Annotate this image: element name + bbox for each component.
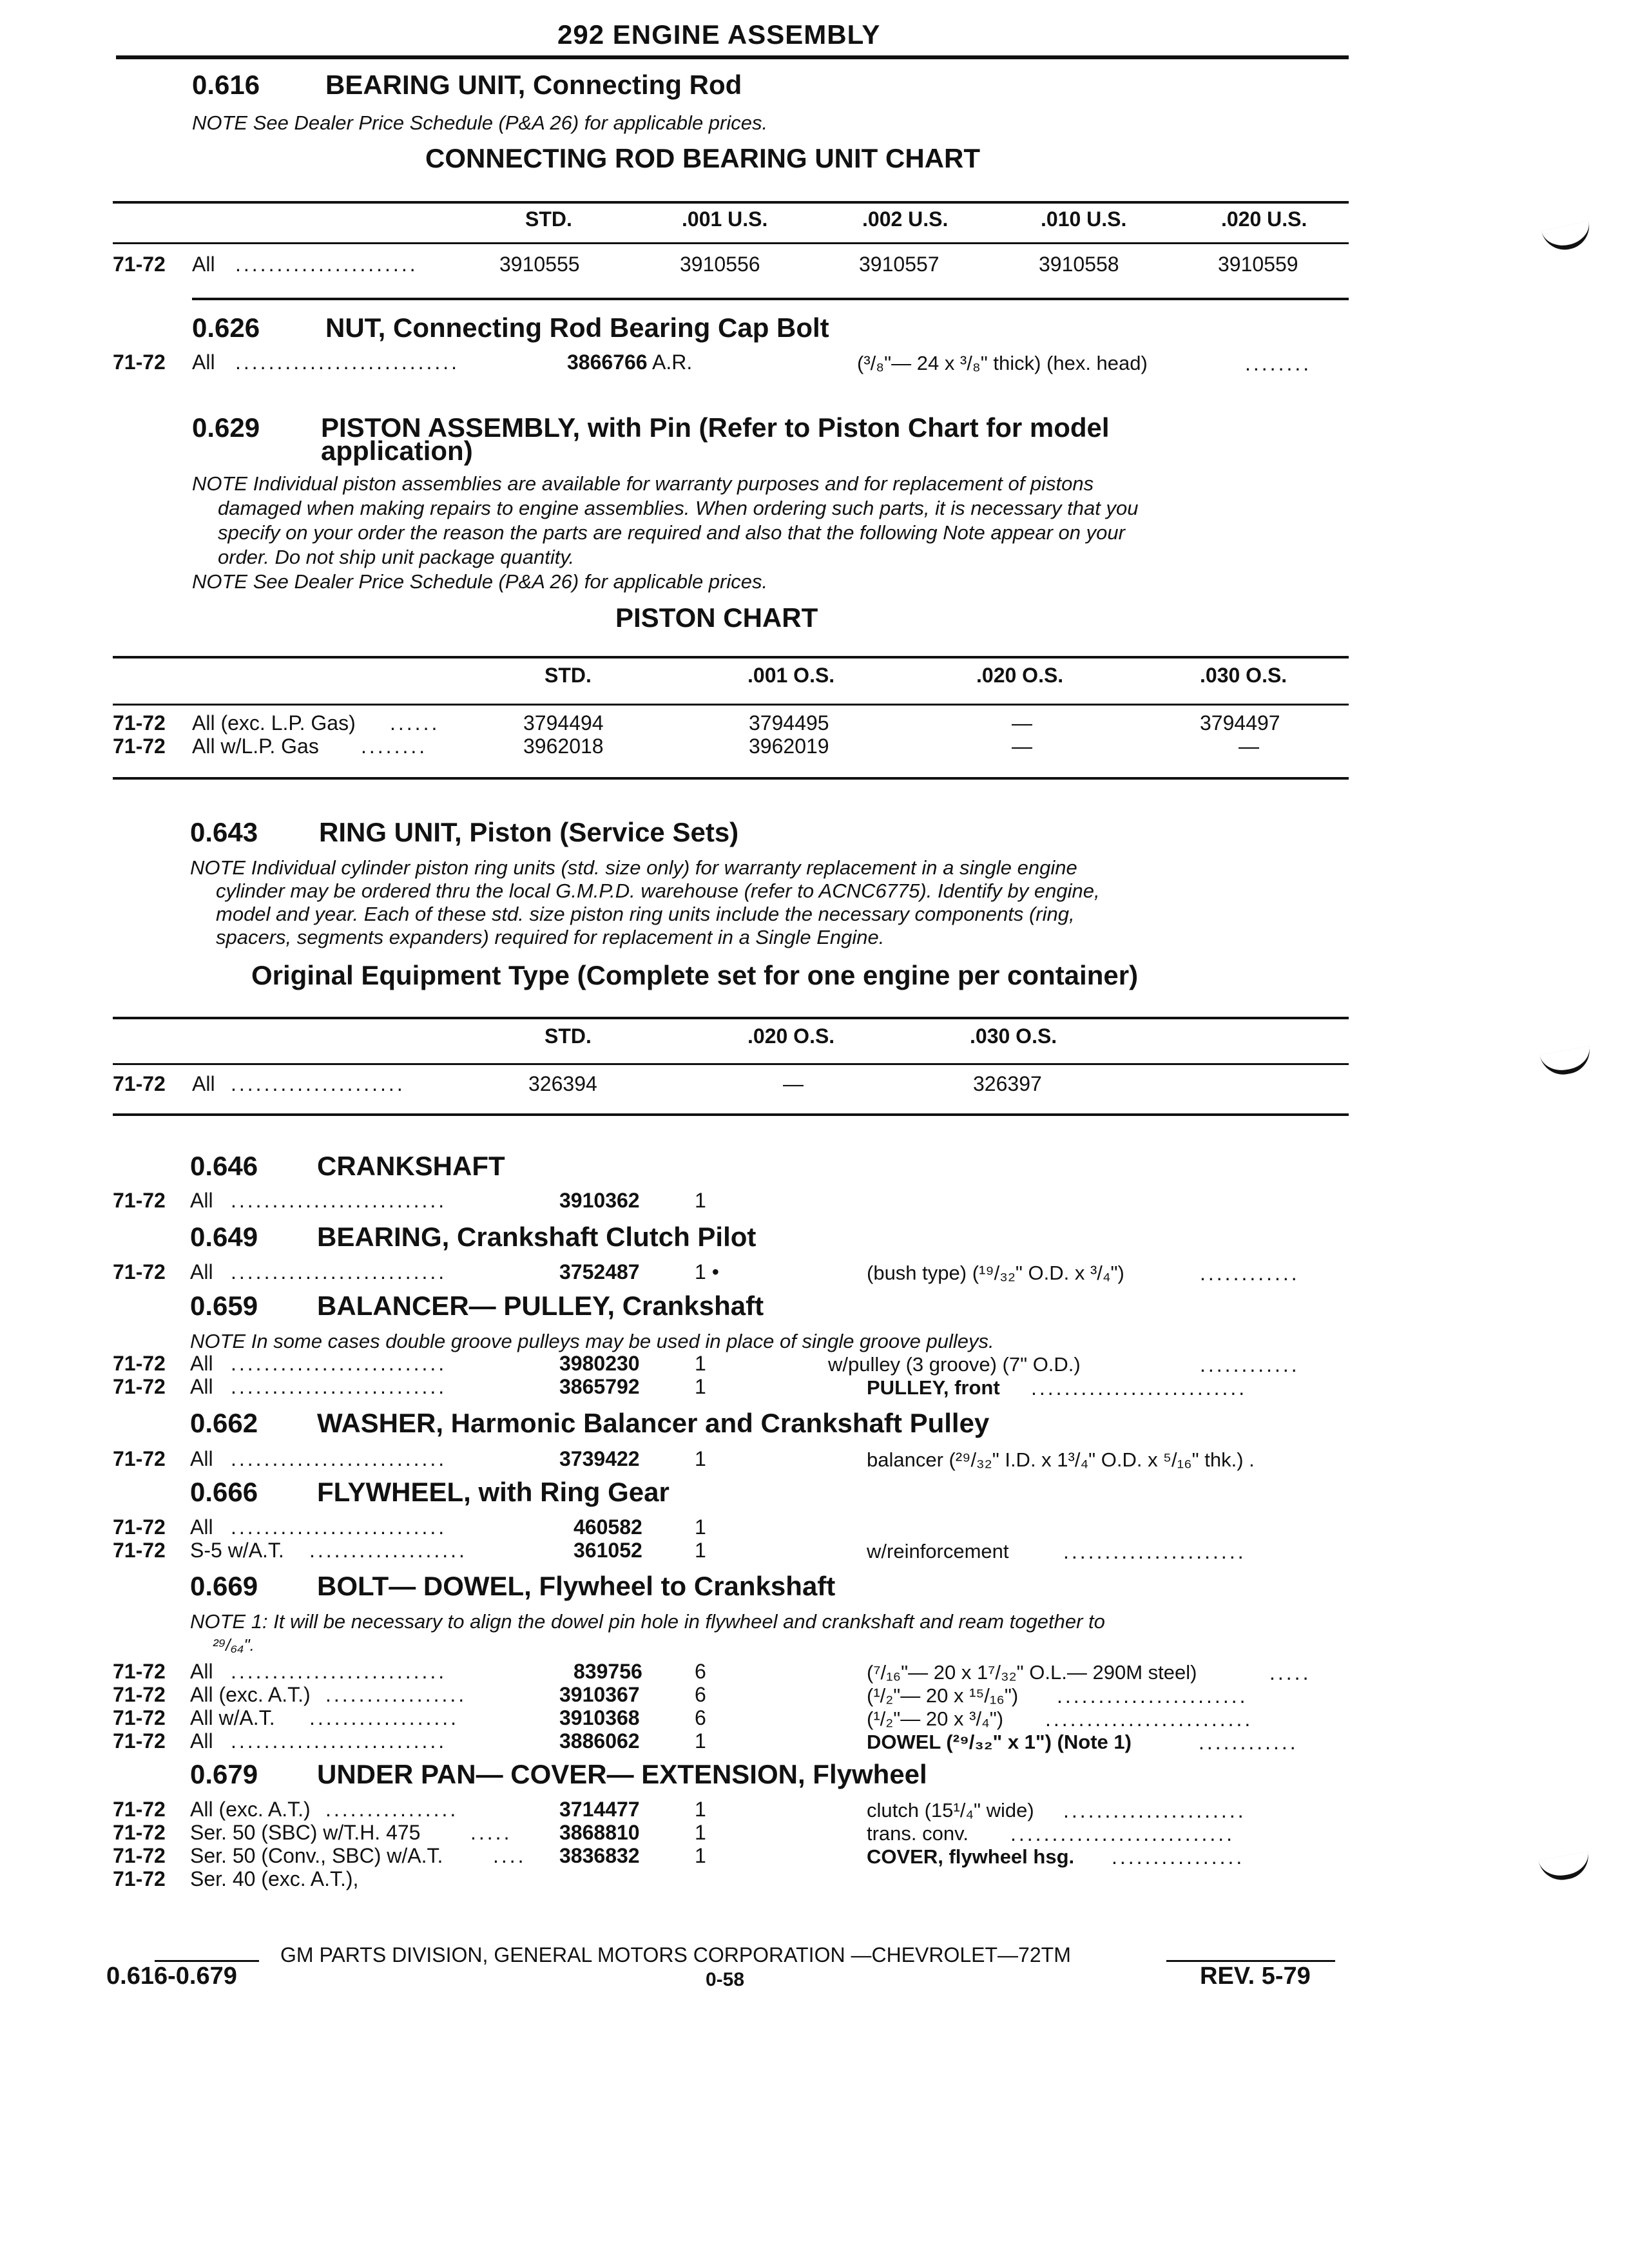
part-description: (¹/₂"— 20 x ³/₄") xyxy=(867,1707,1004,1730)
part-number: 3714477 xyxy=(559,1798,640,1821)
section-title: BEARING, Crankshaft Clutch Pilot xyxy=(317,1222,757,1252)
section-title: PISTON ASSEMBLY, with Pin (Refer to Piston Chart for model xyxy=(321,412,1110,443)
year-range: 71-72 xyxy=(113,735,166,758)
model-cell: All xyxy=(190,1189,213,1212)
year-range: 71-72 xyxy=(113,1729,166,1753)
part-number: 361052 xyxy=(574,1539,642,1562)
footer-range: 0.616-0.679 xyxy=(106,1963,237,1990)
leader-dots: ..................... xyxy=(231,1072,405,1095)
quantity: 1 xyxy=(695,1447,706,1470)
part-number: 3752487 xyxy=(559,1260,640,1283)
year-range: 71-72 xyxy=(113,1660,166,1683)
chart-rule-bottom xyxy=(192,298,1349,300)
section-number: 0.649 xyxy=(190,1222,258,1252)
chart-rule-top xyxy=(113,1017,1349,1019)
leader-dots: ................ xyxy=(325,1798,459,1821)
year-range: 71-72 xyxy=(113,1706,166,1729)
table-cell: — xyxy=(1012,711,1032,735)
year-range: 71-72 xyxy=(113,1189,166,1212)
section-number: 0.669 xyxy=(190,1571,258,1601)
year-range: 71-72 xyxy=(113,351,166,374)
page-title: 292 ENGINE ASSEMBLY xyxy=(557,19,881,50)
quantity: 6 xyxy=(695,1660,706,1683)
leader-dots: ...................... xyxy=(1063,1540,1246,1563)
section-note: ²⁹/₆₄". xyxy=(213,1635,255,1655)
section-number: 0.646 xyxy=(190,1151,258,1181)
year-range: 71-72 xyxy=(113,711,166,735)
table-cell: 326394 xyxy=(528,1072,597,1095)
leader-dots: ........................... xyxy=(1010,1822,1235,1845)
section-note: NOTE In some cases double groove pulleys may be used in place of single groove pulleys. xyxy=(190,1330,994,1352)
column-header: .030 O.S. xyxy=(1200,664,1287,687)
leader-dots: ............ xyxy=(1200,1353,1300,1376)
section-number: 0.659 xyxy=(190,1291,258,1321)
footer-publisher: GM PARTS DIVISION, GENERAL MOTORS CORPORATION —CHEVROLET—72TM xyxy=(280,1943,1071,1966)
section-note: order. Do not ship unit package quantity. xyxy=(218,546,575,568)
year-range: 71-72 xyxy=(113,1867,166,1890)
table-cell: 3794495 xyxy=(749,711,829,735)
section-number: 0.629 xyxy=(192,412,260,443)
model-cell: S-5 w/A.T. xyxy=(190,1539,284,1562)
part-description: (bush type) (¹⁹/₃₂" O.D. x ³/₄") xyxy=(867,1262,1124,1284)
binder-hole-mark xyxy=(1539,1046,1593,1079)
section-note: specify on your order the reason the parts are required and also that the following Note appear on your xyxy=(218,521,1125,544)
column-header: STD. xyxy=(525,207,572,231)
column-header: STD. xyxy=(545,664,592,687)
table-cell: — xyxy=(783,1072,804,1095)
leader-dots: ........ xyxy=(361,735,428,758)
section-note: spacers, segments expanders) required for replacement in a Single Engine. xyxy=(216,926,885,948)
part-description: DOWEL (²⁹/₃₂" x 1") (Note 1) xyxy=(867,1731,1132,1753)
section-note: damaged when making repairs to engine assemblies. When ordering such parts, it is necessary that you xyxy=(218,497,1139,519)
leader-dots: ....................... xyxy=(1057,1684,1248,1707)
year-range: 71-72 xyxy=(113,1515,166,1539)
section-title: BEARING UNIT, Connecting Rod xyxy=(325,70,742,100)
column-header: .001 U.S. xyxy=(682,207,768,231)
quantity: 1 xyxy=(695,1729,706,1753)
leader-dots: ......................... xyxy=(1045,1707,1253,1731)
section-title: RING UNIT, Piston (Service Sets) xyxy=(319,817,739,847)
leader-dots: .......................... xyxy=(231,1375,447,1398)
leader-dots: ................. xyxy=(325,1683,467,1706)
model-cell: All w/L.P. Gas xyxy=(192,735,319,758)
year-range: 71-72 xyxy=(113,1683,166,1706)
leader-dots: ........ xyxy=(1245,352,1312,375)
section-number: 0.616 xyxy=(192,70,260,100)
table-cell: 3910557 xyxy=(859,253,940,276)
leader-dots: .......................... xyxy=(231,1515,447,1539)
part-description: clutch (15¹/₄" wide) xyxy=(867,1799,1034,1821)
model-cell: Ser. 40 (exc. A.T.), xyxy=(190,1867,359,1890)
part-description: trans. conv. xyxy=(867,1822,969,1845)
section-title: WASHER, Harmonic Balancer and Crankshaft Pulley xyxy=(317,1408,990,1438)
section-title: FLYWHEEL, with Ring Gear xyxy=(317,1477,670,1507)
part-number: 839756 xyxy=(574,1660,642,1683)
year-range: 71-72 xyxy=(113,1821,166,1844)
chart-title: CONNECTING ROD BEARING UNIT CHART xyxy=(425,143,980,173)
column-header: .030 O.S. xyxy=(970,1024,1057,1048)
page-number: 0-58 xyxy=(706,1969,745,1990)
leader-dots: ................ xyxy=(1112,1845,1245,1869)
table-cell: 3794494 xyxy=(523,711,604,735)
part-description: PULLEY, front xyxy=(867,1376,1000,1399)
model-cell: Ser. 50 (SBC) w/T.H. 475 xyxy=(190,1821,421,1844)
footer-rule-left xyxy=(155,1960,259,1962)
part-description: w/pulley (3 groove) (7" O.D.) xyxy=(828,1353,1081,1376)
model-cell: All xyxy=(192,351,215,374)
model-cell: All xyxy=(190,1447,213,1470)
quantity: 1 xyxy=(695,1821,706,1844)
section-note: NOTE Individual cylinder piston ring units (std. size only) for warranty replacement in a single engine xyxy=(190,856,1077,879)
quantity: 6 xyxy=(695,1706,706,1729)
column-header: .002 U.S. xyxy=(862,207,949,231)
table-cell: 3962019 xyxy=(749,735,829,758)
model-cell: Ser. 50 (Conv., SBC) w/A.T. xyxy=(190,1844,443,1867)
part-number: 3836832 xyxy=(559,1844,640,1867)
year-range: 71-72 xyxy=(113,1260,166,1283)
year-range: 71-72 xyxy=(113,253,166,276)
leader-dots: ................... xyxy=(309,1539,467,1562)
table-cell: 3910556 xyxy=(680,253,760,276)
chart-rule-top xyxy=(113,656,1349,658)
quantity: 1 xyxy=(695,1844,706,1867)
section-number: 0.679 xyxy=(190,1759,258,1789)
leader-dots: .......................... xyxy=(231,1447,447,1470)
model-cell: All (exc. A.T.) xyxy=(190,1798,311,1821)
section-note: NOTE Individual piston assemblies are available for warranty purposes and for replacement of pistons xyxy=(192,472,1094,495)
quantity: A.R. xyxy=(652,351,693,374)
year-range: 71-72 xyxy=(113,1844,166,1867)
column-header: .010 U.S. xyxy=(1041,207,1127,231)
quantity: 1 xyxy=(695,1189,706,1212)
header-rule xyxy=(116,55,1349,59)
model-cell: All xyxy=(190,1375,213,1398)
section-title: BALANCER— PULLEY, Crankshaft xyxy=(317,1291,764,1321)
table-cell: 326397 xyxy=(973,1072,1042,1095)
leader-dots: ...... xyxy=(390,711,440,735)
part-description: (⁷/₁₆"— 20 x 1⁷/₃₂" O.L.— 290M steel) xyxy=(867,1661,1197,1684)
part-number: 3868810 xyxy=(559,1821,640,1844)
part-number: 3910367 xyxy=(559,1683,640,1706)
part-number: 3910368 xyxy=(559,1706,640,1729)
leader-dots: .......................... xyxy=(1031,1376,1248,1399)
model-cell: All xyxy=(190,1729,213,1753)
leader-dots: .... xyxy=(493,1844,526,1867)
part-description: (¹/₂"— 20 x ¹⁵/₁₆") xyxy=(867,1684,1019,1707)
leader-dots: ..... xyxy=(470,1821,512,1844)
section-number: 0.666 xyxy=(190,1477,258,1507)
column-header: .020 O.S. xyxy=(747,1024,835,1048)
footer-rule-right xyxy=(1166,1960,1335,1962)
year-range: 71-72 xyxy=(113,1072,166,1095)
table-cell: — xyxy=(1239,735,1259,758)
quantity: 1 xyxy=(695,1539,706,1562)
section-title: CRANKSHAFT xyxy=(317,1151,505,1181)
model-cell: All (exc. A.T.) xyxy=(190,1683,311,1706)
chart-title: Original Equipment Type (Complete set for one engine per container) xyxy=(251,960,1139,990)
part-number: 460582 xyxy=(574,1515,642,1539)
table-cell: 3910559 xyxy=(1218,253,1298,276)
leader-dots: .......................... xyxy=(231,1260,447,1283)
quantity: 1 xyxy=(695,1798,706,1821)
section-number: 0.643 xyxy=(190,817,258,847)
quantity: 1 • xyxy=(695,1260,719,1283)
table-cell: 3962018 xyxy=(523,735,604,758)
leader-dots: ..... xyxy=(1269,1661,1311,1684)
leader-dots: .......................... xyxy=(231,1729,447,1753)
section-title: UNDER PAN— COVER— EXTENSION, Flywheel xyxy=(317,1759,927,1789)
model-cell: All xyxy=(192,253,215,276)
section-title: BOLT— DOWEL, Flywheel to Crankshaft xyxy=(317,1571,836,1601)
model-cell: All xyxy=(190,1515,213,1539)
year-range: 71-72 xyxy=(113,1352,166,1375)
chart-rule-mid xyxy=(113,242,1349,244)
quantity: 6 xyxy=(695,1683,706,1706)
column-header: .020 U.S. xyxy=(1221,207,1307,231)
part-description: balancer (²⁹/₃₂" I.D. x 1³/₄" O.D. x ⁵/₁₆" thk.) . xyxy=(867,1448,1255,1471)
table-cell: 3794497 xyxy=(1200,711,1280,735)
part-number: 3910362 xyxy=(559,1189,640,1212)
chart-rule-bottom xyxy=(113,777,1349,780)
chart-rule-mid xyxy=(113,704,1349,706)
part-number: 3980230 xyxy=(559,1352,640,1375)
table-cell: 3910558 xyxy=(1039,253,1119,276)
part-number: 3865792 xyxy=(559,1375,640,1398)
footer-revision: REV. 5-79 xyxy=(1200,1963,1311,1990)
section-note: cylinder may be ordered thru the local G.M.P.D. warehouse (refer to ACNC6775). Identify by engine, xyxy=(216,879,1100,902)
chart-rule-top xyxy=(113,201,1349,204)
part-number: 3866766 xyxy=(567,351,648,374)
binder-hole-mark xyxy=(1541,221,1594,255)
column-header: .020 O.S. xyxy=(976,664,1064,687)
leader-dots: .................. xyxy=(309,1706,459,1729)
section-title: NUT, Connecting Rod Bearing Cap Bolt xyxy=(325,312,829,343)
year-range: 71-72 xyxy=(113,1539,166,1562)
section-note: NOTE See Dealer Price Schedule (P&A 26) for applicable prices. xyxy=(192,570,768,593)
part-number: 3739422 xyxy=(559,1447,640,1470)
model-cell: All xyxy=(192,1072,215,1095)
section-note: NOTE 1: It will be necessary to align the dowel pin hole in flywheel and crankshaft and ream together to xyxy=(190,1610,1105,1633)
column-header: STD. xyxy=(545,1024,592,1048)
part-description: w/reinforcement xyxy=(867,1540,1009,1562)
table-cell: 3910555 xyxy=(499,253,580,276)
quantity: 1 xyxy=(695,1515,706,1539)
year-range: 71-72 xyxy=(113,1447,166,1470)
leader-dots: ...................... xyxy=(235,253,418,276)
leader-dots: ........................... xyxy=(235,351,460,374)
model-cell: All xyxy=(190,1660,213,1683)
chart-title: PISTON CHART xyxy=(615,602,818,633)
chart-rule-mid xyxy=(113,1063,1349,1065)
model-cell: All (exc. L.P. Gas) xyxy=(192,711,356,735)
section-note: NOTE See Dealer Price Schedule (P&A 26) for applicable prices. xyxy=(192,111,768,134)
part-description: COVER, flywheel hsg. xyxy=(867,1845,1075,1868)
leader-dots: .......................... xyxy=(231,1189,447,1212)
model-cell: All xyxy=(190,1260,213,1283)
quantity: 1 xyxy=(695,1375,706,1398)
section-title-cont: application) xyxy=(321,436,473,466)
leader-dots: ...................... xyxy=(1063,1799,1246,1822)
section-number: 0.662 xyxy=(190,1408,258,1438)
leader-dots: .......................... xyxy=(231,1660,447,1683)
model-cell: All xyxy=(190,1352,213,1375)
quantity: 1 xyxy=(695,1352,706,1375)
table-cell: — xyxy=(1012,735,1032,758)
leader-dots: ............ xyxy=(1200,1262,1300,1285)
part-description: (³/₈"— 24 x ³/₈" thick) (hex. head) xyxy=(857,352,1148,374)
leader-dots: .......................... xyxy=(231,1352,447,1375)
year-range: 71-72 xyxy=(113,1375,166,1398)
leader-dots: ............ xyxy=(1199,1731,1298,1754)
part-number: 3886062 xyxy=(559,1729,640,1753)
column-header: .001 O.S. xyxy=(747,664,835,687)
chart-rule-bottom xyxy=(113,1113,1349,1116)
year-range: 71-72 xyxy=(113,1798,166,1821)
model-cell: All w/A.T. xyxy=(190,1706,275,1729)
section-note: model and year. Each of these std. size piston ring units include the necessary components (ring, xyxy=(216,903,1075,925)
section-number: 0.626 xyxy=(192,312,260,343)
binder-hole-mark xyxy=(1538,1852,1592,1884)
